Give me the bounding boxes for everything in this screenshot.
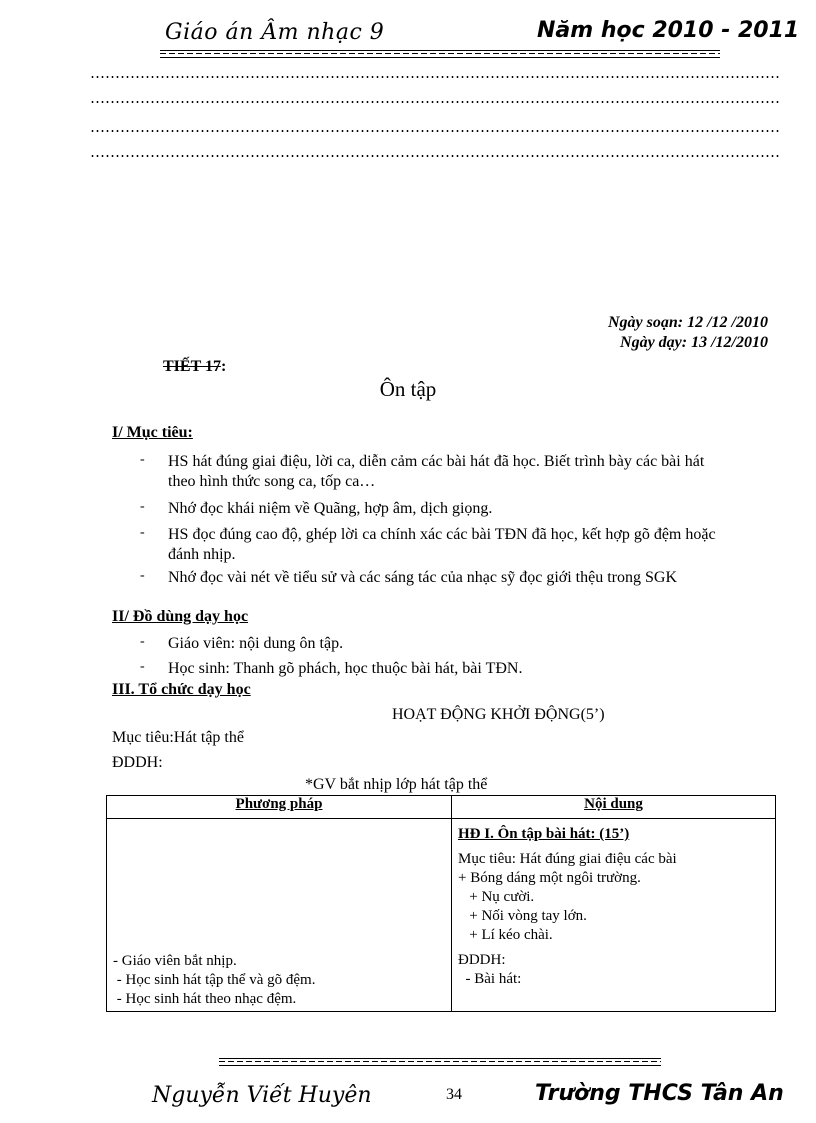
column-header-method: Phương pháp (107, 796, 452, 819)
method-cell (107, 819, 452, 1012)
list-item: - Nhớ đọc vài nét về tiểu sử và các sáng tác của nhạc sỹ đọc giới thệu trong SGK (140, 568, 677, 586)
date-prepared: Ngày soạn: 12 /12 /2010 (608, 314, 768, 331)
method-line: - Giáo viên bắt nhịp. (113, 953, 237, 969)
date-taught: Ngày dạy: 13 /12/2010 (620, 334, 768, 351)
method-line: - Học sinh hát theo nhạc đệm. (113, 991, 297, 1007)
footer-author: Nguyễn Viết Huyên (152, 1083, 372, 1108)
content-line: + Nụ cười. (458, 889, 535, 905)
activity-title: HOẠT ĐỘNG KHỞI ĐỘNG(5’) (392, 706, 605, 723)
bullet-dash-icon: - (140, 452, 145, 467)
list-item: - Học sinh: Thanh gõ phách, học thuộc bài hát, bài TĐN. (140, 659, 523, 677)
dotted-line (90, 76, 780, 78)
teacher-note: *GV bắt nhịp lớp hát tập thể (305, 776, 488, 793)
dotted-line (90, 155, 780, 157)
table-header-row (107, 796, 776, 819)
activity-heading: HĐ I. Ôn tập bài hát: (15’) (458, 826, 630, 842)
bullet-dash-icon: - (140, 568, 145, 583)
bullet-dash-icon: - (140, 659, 145, 674)
bullet-dash-icon: - (140, 634, 145, 649)
content-cell (452, 819, 776, 1012)
content-line: + Bóng dáng một ngôi trường. (458, 870, 641, 886)
footer-school: Trường THCS Tân An (535, 1081, 784, 1106)
method-line: - Học sinh hát tập thể và gõ đệm. (113, 972, 316, 988)
table-row (107, 819, 776, 1012)
bullet-dash-icon: - (140, 499, 145, 514)
list-item: - Nhớ đọc khái niệm về Quãng, hợp âm, dịch giọng. (140, 499, 493, 517)
list-item: - HS đọc đúng cao độ, ghép lời ca chính xác các bài TĐN đã học, kết hợp gõ đệm hoặc đánh nhịp. (140, 525, 716, 563)
section-heading-organization: III. Tổ chức dạy học (112, 681, 251, 698)
content-line: - Bài hát: (458, 971, 522, 987)
section-heading-materials: II/ Đồ dùng dạy học (112, 608, 249, 625)
header-left-title: Giáo án Âm nhạc 9 (165, 20, 385, 45)
section-heading-objectives: I/ Mục tiêu: (112, 424, 193, 441)
header-school-year: Năm học 2010 - 2011 (537, 18, 800, 43)
header-divider (160, 50, 720, 58)
lesson-number-suffix: : (220, 358, 227, 375)
list-item: - HS hát đúng giai điệu, lời ca, diễn cảm các bài hát đã học. Biết trình bày các bài hát theo hình thức song ca, tốp ca… (140, 452, 705, 490)
content-line: + Lí kéo chài. (458, 927, 553, 943)
dotted-line (90, 101, 780, 103)
dotted-line (90, 130, 780, 132)
lesson-plan-table (106, 795, 776, 1012)
materials-label: ĐDDH: (112, 754, 163, 771)
bullet-dash-icon: - (140, 525, 145, 540)
footer-divider (219, 1058, 661, 1066)
page-title: Ôn tập (379, 377, 437, 401)
objective-text: Mục tiêu:Hát tập thể (112, 729, 244, 746)
column-header-content: Nội dung (452, 796, 776, 819)
content-line: Mục tiêu: Hát đúng giai điệu các bài (458, 851, 677, 867)
lesson-number (163, 358, 226, 376)
page-number: 34 (446, 1086, 462, 1103)
lesson-number-struck: TIẾT 17 (163, 358, 221, 375)
content-line: + Nối vòng tay lớn. (458, 908, 587, 924)
content-line: ĐDDH: (458, 952, 506, 968)
list-item: - Giáo viên: nội dung ôn tập. (140, 634, 344, 652)
